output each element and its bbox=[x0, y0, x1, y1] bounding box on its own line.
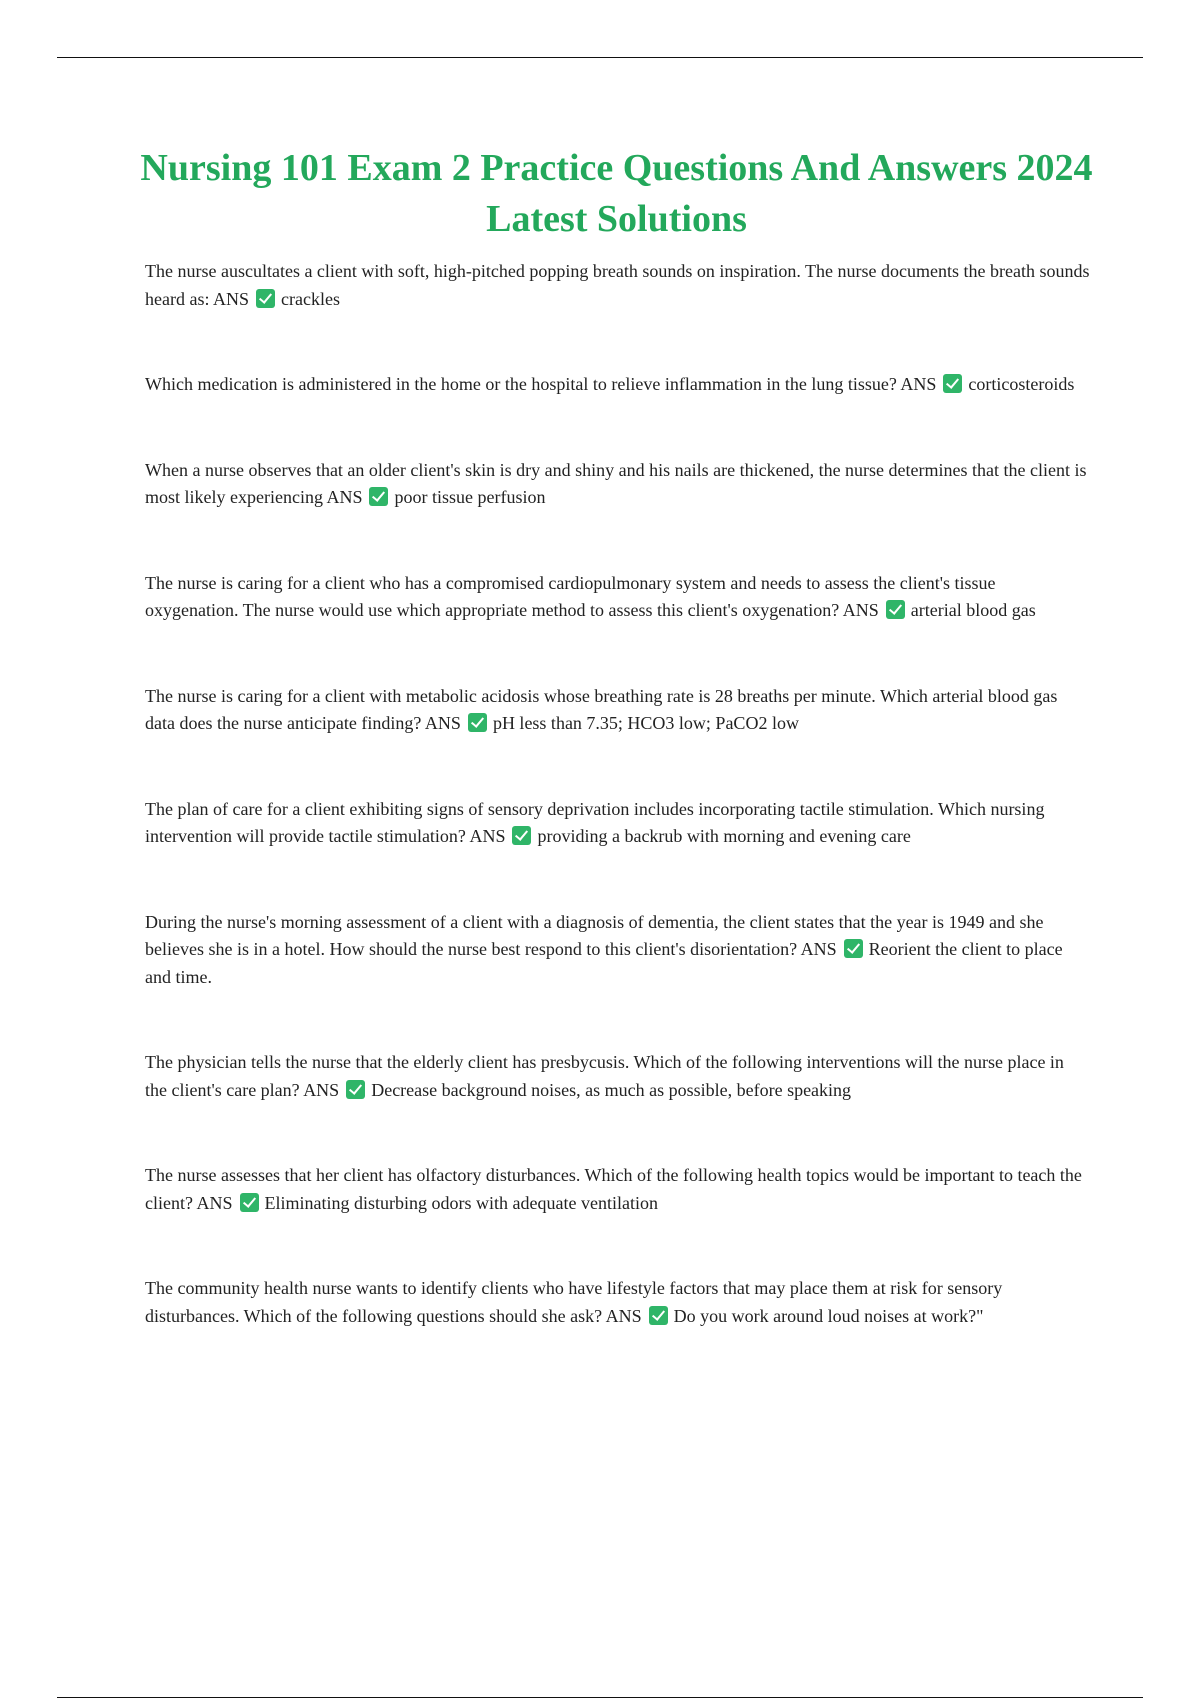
answer-text: poor tissue perfusion bbox=[394, 487, 546, 507]
question-item bbox=[145, 796, 1090, 851]
question-text: The plan of care for a client exhibiting signs of sensory deprivation includes incorporating tactile stimulation. Which nursing intervention will provide tactile stimulation? bbox=[145, 798, 1045, 846]
question-text: The nurse is caring for a client who has a compromised cardiopulmonary system and needs to assess the client's tissue oxygenation. The nurse would use which appropriate method to assess this client's oxygenation? bbox=[145, 572, 996, 620]
question-item bbox=[145, 258, 1090, 313]
question-item bbox=[145, 371, 1090, 399]
ans-label: ANS bbox=[326, 487, 363, 507]
ans-label: ANS bbox=[196, 1192, 233, 1213]
ans-label: ANS bbox=[424, 713, 461, 733]
check-icon bbox=[512, 826, 531, 845]
answer-text: pH less than 7.35; HCO3 low; PaCO2 low bbox=[492, 713, 799, 733]
question-text: The nurse is caring for a client with metabolic acidosis whose breathing rate is 28 breaths per minute. Which arterial blood gas data does the nurse anticipate finding? bbox=[145, 685, 1058, 733]
question-text: The nurse auscultates a client with soft, high-pitched popping breath sounds on inspiration. The nurse documents the breath sounds heard as: bbox=[145, 261, 1090, 309]
question-item bbox=[145, 1049, 1090, 1104]
check-icon bbox=[346, 1080, 365, 1099]
check-icon bbox=[468, 713, 487, 732]
answer-text: Reorient the client to place and time. bbox=[145, 939, 1063, 987]
check-icon bbox=[369, 487, 388, 506]
ans-label: ANS bbox=[605, 1305, 642, 1326]
check-icon bbox=[649, 1306, 668, 1325]
question-text: The community health nurse wants to identify clients who have lifestyle factors that may place them at risk for sensory disturbances. Which of the following questions should she ask? bbox=[145, 1278, 1003, 1326]
answer-text: arterial blood gas bbox=[910, 600, 1036, 620]
ans-label: ANS bbox=[303, 1079, 340, 1100]
question-text: When a nurse observes that an older client's skin is dry and shiny and his nails are thickened, the nurse determines that the client is most likely experiencing bbox=[145, 459, 1087, 507]
bottom-divider bbox=[57, 1697, 1143, 1698]
question-item bbox=[145, 1162, 1090, 1217]
answer-text: Eliminating disturbing odors with adequate ventilation bbox=[264, 1192, 658, 1213]
check-icon bbox=[943, 374, 962, 393]
document-title: Nursing 101 Exam 2 Practice Questions And Answers 2024 Latest Solutions bbox=[140, 147, 1093, 240]
check-icon bbox=[844, 939, 863, 958]
check-icon bbox=[886, 600, 905, 619]
ans-label: ANS bbox=[469, 826, 506, 846]
question-item bbox=[145, 570, 1090, 625]
question-item bbox=[145, 457, 1090, 512]
answer-text: crackles bbox=[281, 288, 340, 309]
answer-text: Decrease background noises, as much as possible, before speaking bbox=[371, 1079, 852, 1100]
answer-text: corticosteroids bbox=[968, 374, 1075, 394]
ans-label: ANS bbox=[212, 288, 249, 309]
ans-label: ANS bbox=[842, 600, 879, 620]
top-divider bbox=[57, 57, 1143, 58]
check-icon bbox=[240, 1193, 259, 1212]
check-icon bbox=[256, 289, 275, 308]
question-text: During the nurse's morning assessment of a client with a diagnosis of dementia, the client states that the year is 1949 and she believes she is in a hotel. How should the nurse best respond to this client's disorientation? bbox=[145, 911, 1044, 959]
question-item bbox=[145, 909, 1090, 992]
question-item bbox=[145, 683, 1090, 738]
answer-text: providing a backrub with morning and evening care bbox=[537, 826, 911, 846]
ans-label: ANS bbox=[800, 939, 837, 959]
ans-label: ANS bbox=[900, 374, 937, 394]
question-item bbox=[145, 1275, 1090, 1330]
answer-text: Do you work around loud noises at work?" bbox=[673, 1305, 984, 1326]
question-list bbox=[145, 258, 1090, 1388]
question-text: The nurse assesses that her client has olfactory disturbances. Which of the following health topics would be important to teach the client? bbox=[145, 1165, 1082, 1213]
question-text: The physician tells the nurse that the elderly client has presbycusis. Which of the following interventions will the nurse place in the client's care plan? bbox=[145, 1052, 1064, 1100]
question-text: Which medication is administered in the home or the hospital to relieve inflammation in the lung tissue? bbox=[145, 374, 897, 394]
